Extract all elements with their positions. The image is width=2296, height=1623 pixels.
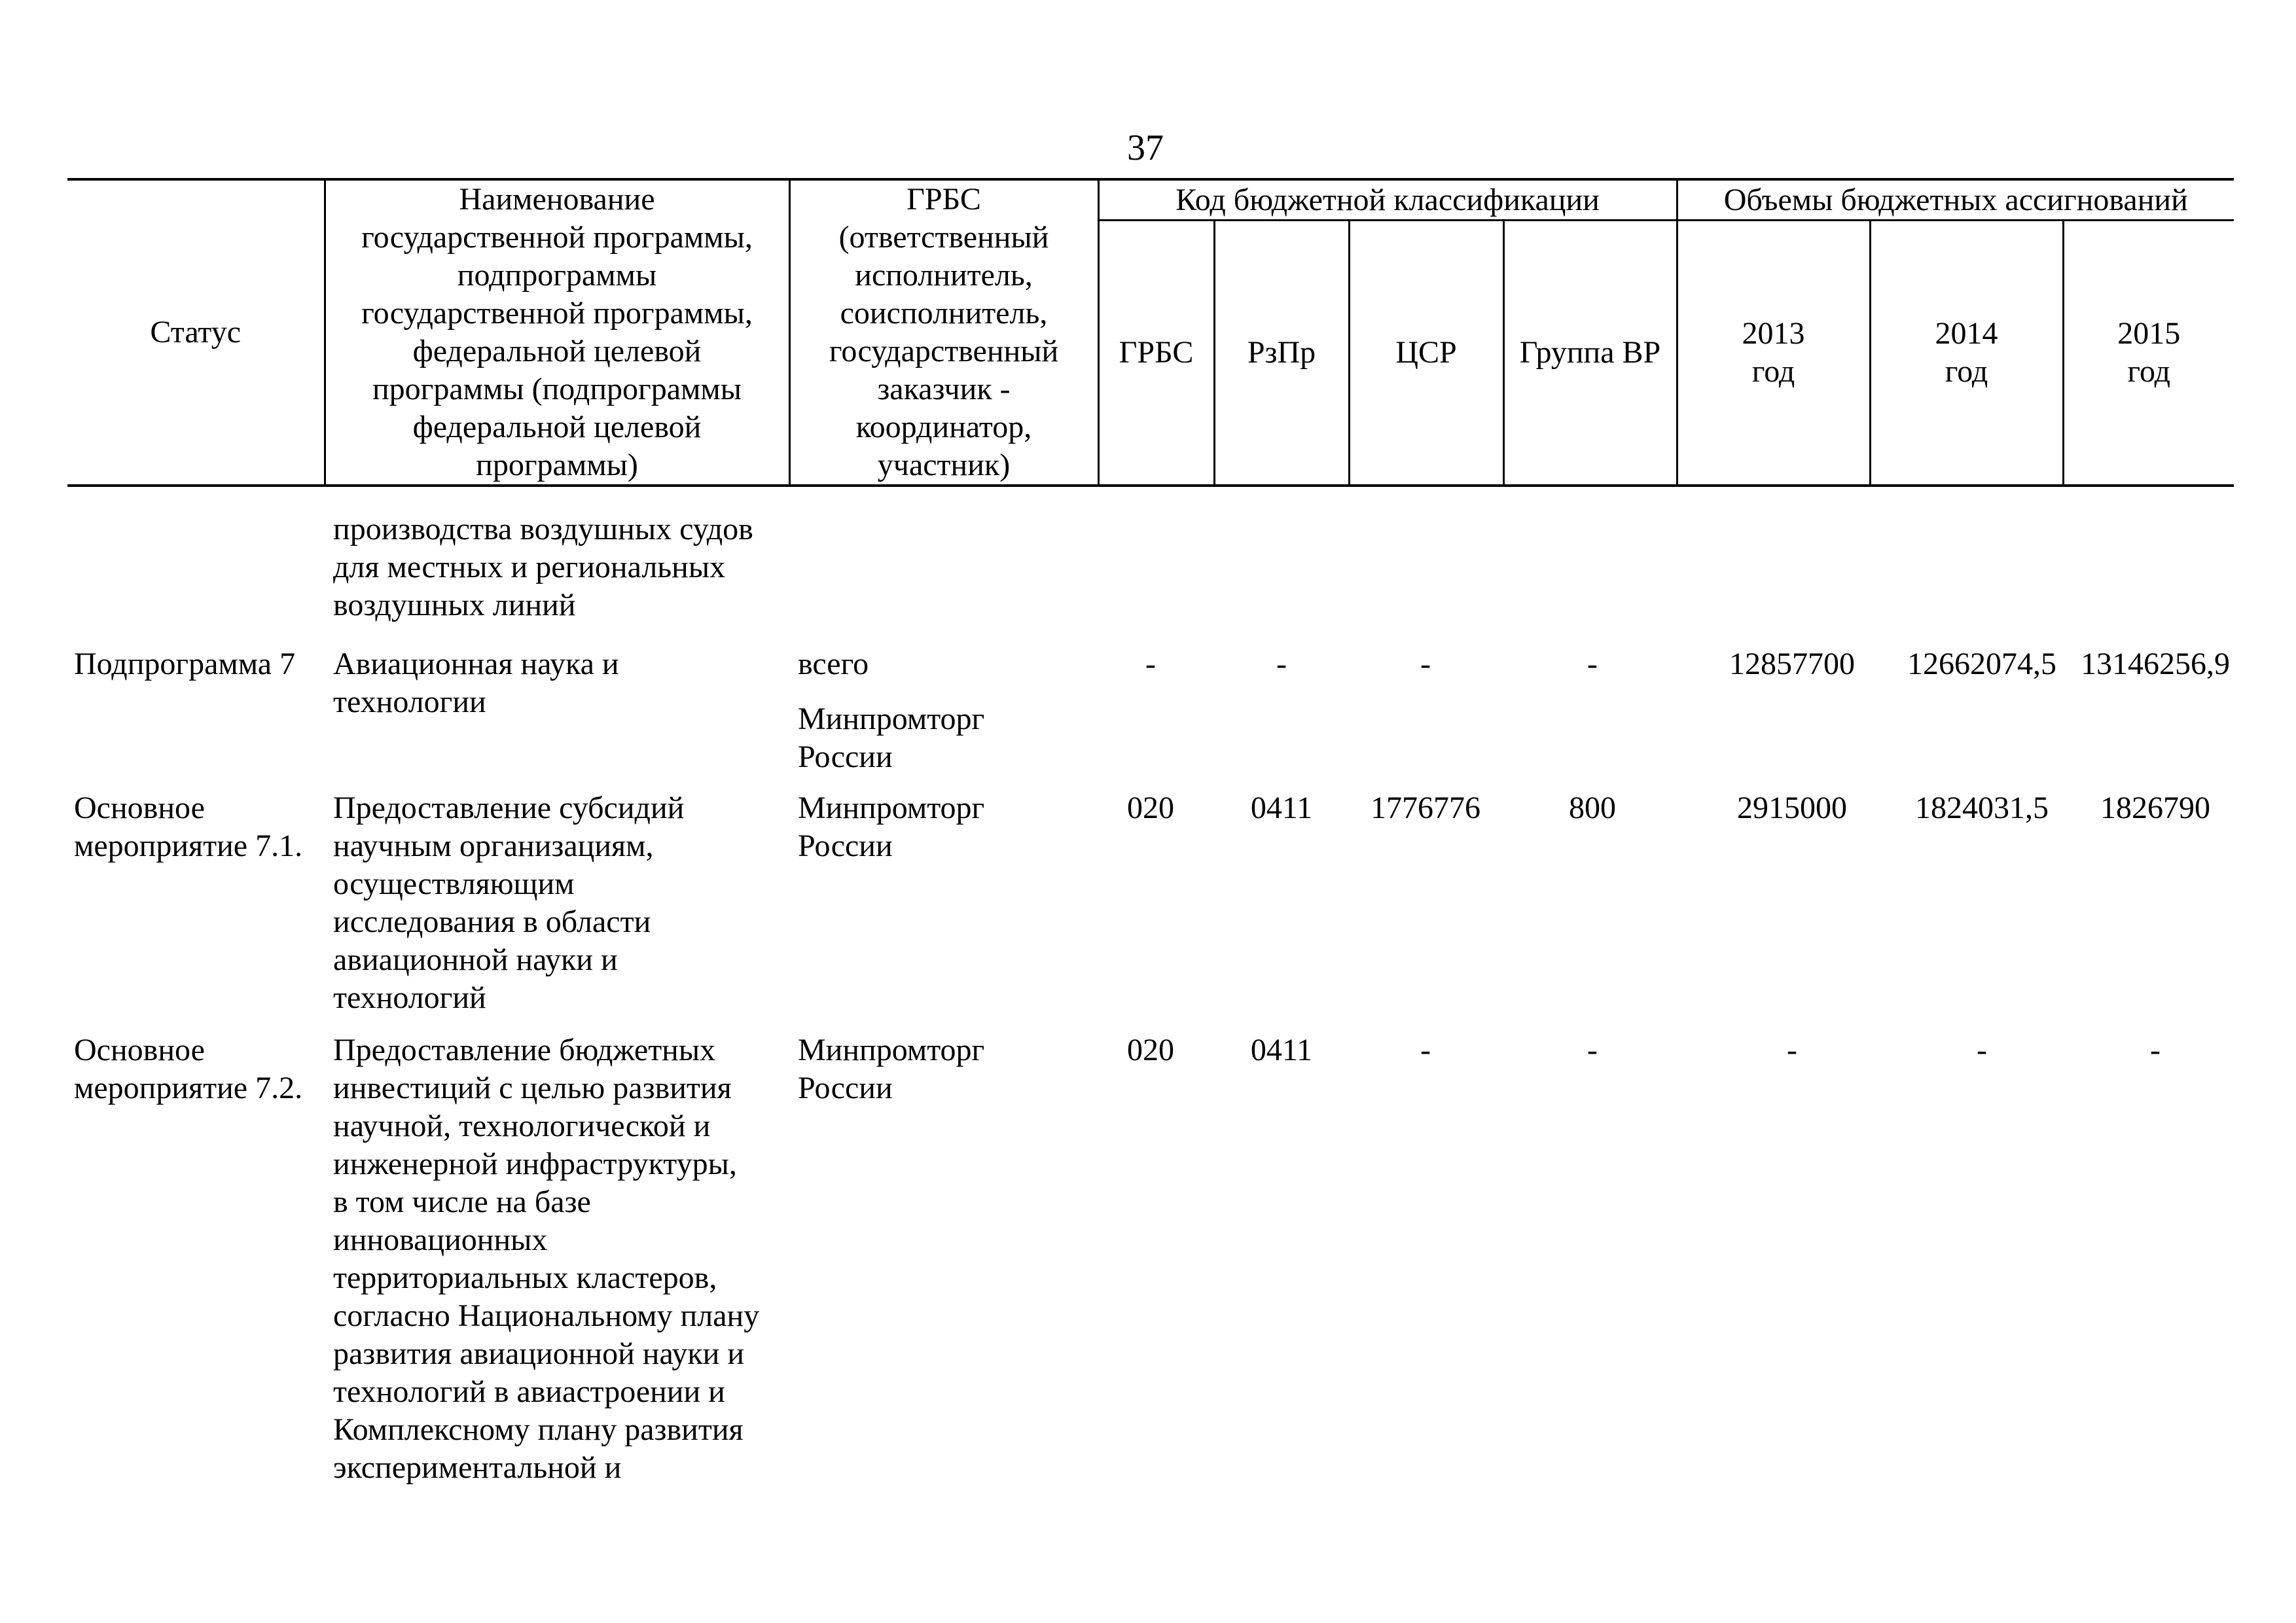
row-value-2014: - — [1977, 1033, 1987, 1067]
header-code-rzpr: РзПр — [1214, 221, 1349, 486]
row-name-line: научным организациям, — [333, 829, 654, 863]
row-code-grbs: 020 — [1127, 791, 1174, 825]
row-name-line: в том числе на базе — [333, 1185, 591, 1219]
row-name-line: Предоставление бюджетных — [333, 1033, 716, 1067]
row-name-line: инженерной инфраструктуры, — [333, 1147, 737, 1181]
row-name-line: Комплексному плану развития — [333, 1412, 744, 1447]
header-code-grbs: ГРБС — [1098, 221, 1214, 486]
row-value-2014: 1824031,5 — [1915, 791, 2049, 825]
row-name — [333, 1031, 759, 1487]
row-status-line: мероприятие 7.2. — [74, 1071, 303, 1105]
header-year-unit: год — [1945, 354, 1988, 389]
row-value-2015: - — [2150, 1033, 2161, 1067]
header-grbs-line: исполнитель, — [855, 258, 1033, 293]
header-name-line: государственной программы, — [361, 220, 753, 255]
row-grbs-line: всего — [798, 647, 869, 681]
row-name — [333, 645, 619, 721]
row-code-vr: - — [1587, 647, 1598, 681]
table-header — [67, 178, 2234, 487]
header-grbs — [789, 179, 1098, 486]
header-code-csr: ЦСР — [1349, 221, 1503, 486]
header-budget-code-group: Код бюджетной классификации — [1098, 179, 1677, 221]
row-code-csr: 1776776 — [1371, 791, 1480, 825]
header-name-line: государственной программы, — [361, 296, 753, 330]
row-code-csr: - — [1420, 1033, 1431, 1067]
row-status-line: Подпрограмма 7 — [74, 647, 296, 681]
row-status — [74, 645, 295, 683]
row-code-vr: 800 — [1569, 791, 1616, 825]
row-value-2014: 12662074,5 — [1907, 647, 2056, 681]
row-code-vr: - — [1587, 1033, 1598, 1067]
row-code-grbs: 020 — [1127, 1033, 1174, 1067]
header-grbs-line: ГРБС — [906, 182, 981, 217]
header-year-2015 — [2063, 221, 2234, 486]
header-grbs-line: (ответственный — [838, 220, 1049, 255]
header-year-value: 2014 — [1935, 316, 1998, 351]
header-year-unit: год — [1751, 354, 1795, 389]
row-name — [333, 789, 684, 1017]
row-status-line: Основное — [74, 791, 205, 825]
header-grbs-line: соисполнитель, — [840, 296, 1048, 330]
header-grbs-line: государственный — [829, 334, 1059, 368]
header-year-value: 2015 — [2117, 316, 2181, 351]
row-name-line: производства воздушных судов — [333, 512, 753, 546]
row-grbs-line: Минпромторг — [798, 791, 985, 825]
row-status — [74, 1031, 302, 1107]
row-value-2015: 1826790 — [2100, 791, 2210, 825]
header-name-line: подпрограммы — [457, 258, 657, 293]
row-grbs-line: России — [798, 829, 893, 863]
row-name-line: научной, технологической и — [333, 1109, 711, 1143]
row-code-csr: - — [1420, 647, 1431, 681]
row-value-2013: 12857700 — [1729, 647, 1855, 681]
header-code-vr: Группа ВР — [1503, 221, 1677, 486]
row-grbs-line: России — [798, 740, 893, 774]
page-number: 37 — [1127, 128, 1164, 168]
header-allocations-group: Объемы бюджетных ассигнований — [1677, 179, 2234, 221]
row-name-line: территориальных кластеров, — [333, 1260, 717, 1295]
row-name-line: технологий — [333, 980, 486, 1015]
row-status-line: Основное — [74, 1033, 205, 1067]
row-code-rzpr: - — [1276, 647, 1287, 681]
row-name-line: развития авиационной науки и — [333, 1336, 745, 1371]
row-grbs-line: Минпромторг — [798, 702, 985, 736]
header-grbs-line: заказчик - — [877, 372, 1011, 406]
row-name-line: технологии — [333, 685, 486, 719]
row-name-line: технологий в авиастроении и — [333, 1374, 725, 1409]
row-code-grbs: - — [1145, 647, 1156, 681]
row-name — [333, 510, 753, 624]
row-name-line: Предоставление субсидий — [333, 791, 685, 825]
row-grbs-line: России — [798, 1071, 893, 1105]
row-name-line: авиационной науки и — [333, 942, 618, 977]
row-status — [74, 789, 302, 865]
table-row — [67, 645, 2234, 789]
header-name-line: федеральной целевой — [412, 410, 702, 444]
header-name — [325, 179, 789, 486]
table-row — [67, 510, 2234, 641]
row-value-2013: 2915000 — [1737, 791, 1847, 825]
row-code-rzpr: 0411 — [1250, 1033, 1313, 1067]
table-row — [67, 789, 2234, 1031]
header-grbs-line: участник) — [877, 448, 1011, 482]
row-name-line: экспериментальной и — [333, 1450, 622, 1485]
row-grbs-line: Минпромторг — [798, 1033, 985, 1067]
row-name-line: для местных и региональных — [333, 550, 726, 584]
header-year-2013 — [1677, 221, 1870, 486]
header-name-line: программы (подпрограммы — [372, 372, 742, 406]
row-name-line: воздушных линий — [333, 588, 576, 622]
row-name-line: исследования в области — [333, 904, 651, 939]
row-grbs — [798, 645, 984, 776]
header-status: Статус — [67, 179, 325, 486]
row-code-rzpr: 0411 — [1250, 791, 1313, 825]
row-name-line: инновационных — [333, 1222, 548, 1257]
row-status-line: мероприятие 7.1. — [74, 829, 303, 863]
row-grbs — [798, 789, 984, 865]
header-year-unit: год — [2127, 354, 2171, 389]
row-name-line: Авиационная наука и — [333, 647, 619, 681]
row-value-2013: - — [1787, 1033, 1797, 1067]
row-grbs — [798, 1031, 984, 1107]
header-year-value: 2013 — [1742, 316, 1805, 351]
row-value-2015: 13146256,9 — [2081, 647, 2230, 681]
table-row — [67, 1031, 2234, 1503]
header-grbs-line: координатор, — [855, 410, 1032, 444]
header-name-line: Наименование — [459, 182, 655, 217]
header-year-2014 — [1870, 221, 2063, 486]
row-name-line: согласно Национальному плану — [333, 1298, 760, 1333]
header-name-line: программы) — [476, 448, 638, 482]
row-name-line: осуществляющим — [333, 866, 575, 901]
row-name-line: инвестиций с целью развития — [333, 1071, 732, 1105]
header-name-line: федеральной целевой — [412, 334, 702, 368]
